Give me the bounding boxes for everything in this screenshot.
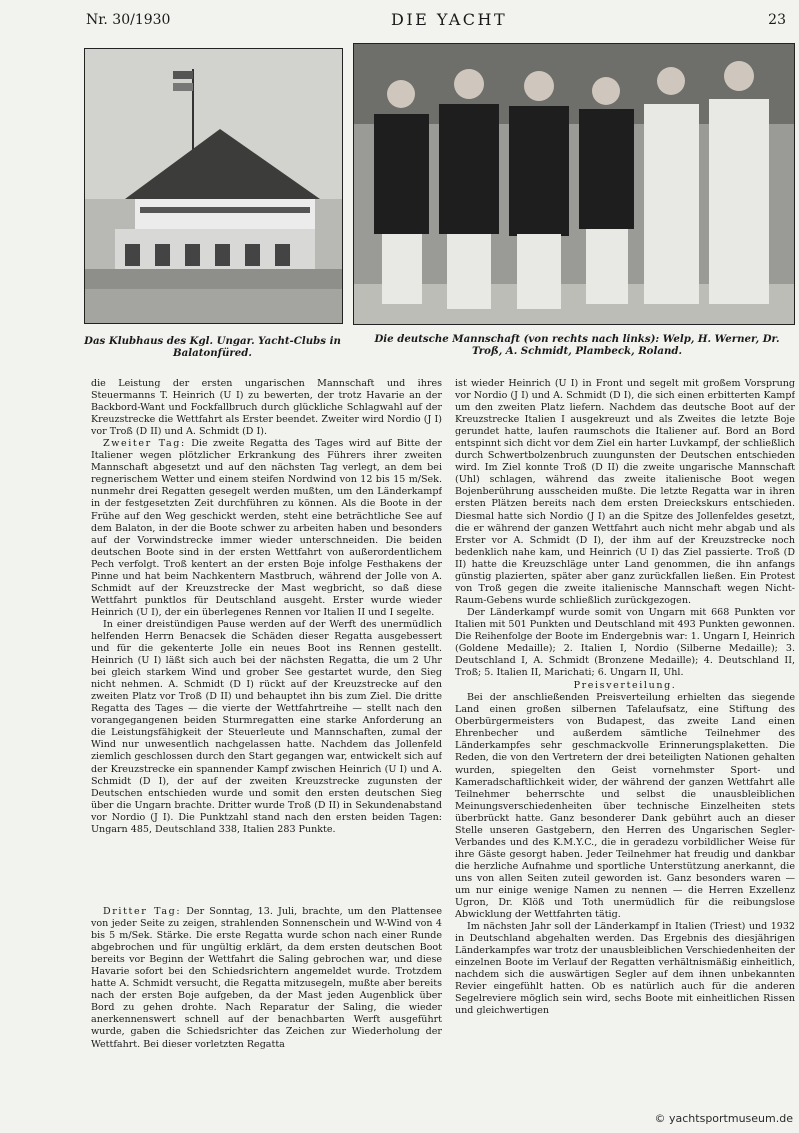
copyright-watermark: © yachtsportmuseum.de	[654, 1112, 793, 1125]
paragraph: Bei der anschließenden Preisverteilung erhielten das siegende Land einen großen silbernen Tafelaufsatz, eine Stiftung des Oberbürgermeisters von Budapest, das zweite Land einen Ehrenbecher und außerdem sämtliche Teilnehmer des Länderkampfes sehr geschmackvolle Erinnerungsplaketten. Die Reden, die von den Vertretern der drei beteiligten Nationen gehalten wurden, spiegelten den Geist vornehmster Sport- und Kameradschaftlichkeit wider, der während der ganzen Wettfahrt alle Teilnehmer beherrschte und selbst die unausbleiblichen Meinungsverschiedenheiten über technische Einzelheiten stets überbrückt hatte. Ganz besonderer Dank gebührt auch an dieser Stelle unseren Gastgebern, den Herren des Ungarischen Segler-Verbandes und des K.M.Y.C., die in geradezu vorbildlicher Weise für ihre Gäste gesorgt haben. Jeder Teilnehmer hat freudig und dankbar die herzliche Aufnahme und sportliche Unterstützung anerkannt, die uns von allen Seiten zuteil geworden ist. Ganz besonders waren — um nur einige wenige Namen zu nennen — die Herren Exzellenz Ugron, Dr. Klöß und Toth unermüdlich für die reibungslose Abwicklung der Wettfahrten tätig.	[455, 692, 795, 921]
paragraph: Dritter Tag: Der Sonntag, 13. Juli, brachte, um den Plattensee von jeder Seite zu zeigen, strahlenden Sonnenschein und W-Wind von 4 bis 5 m/Sek. Stärke. Die erste Regatta wurde schon nach einer Runde abgebrochen und für ungültig erklärt, da dem ersten deutschen Boot bereits vor Beginn der Wettfahrt die Saling gebrochen war, und diese Havarie sofort bei den Schiedsrichtern angemeldet wurde. Trotzdem hatte A. Schmidt versucht, die Regatta mitzusegeln, mußte aber bereits nach der ersten Boje aufgeben, da der Mast jeden Augenblick über Bord zu gehen drohte. Nach Reparatur der Saling, die wieder anerkennenswert schnell auf der benachbarten Werft ausgeführt wurde, gaben die Schiedsrichter das Zeichen zur Wiederholung der Wettfahrt. Bei dieser vorletzten Regatta	[91, 906, 442, 1050]
page-number: 23	[768, 12, 786, 28]
section-lead: Dritter Tag:	[103, 906, 182, 917]
paragraph: die Leistung der ersten ungarischen Mannschaft und ihres Steuermanns T. Heinrich (U I) zu bewerten, der trotz Havarie an der Backbord-Want und Fockfallbruch durch glückliche Schlagwahl auf der Kreuzstrecke die Wettfahrt als Erster beendet. Zweiter wird Nordio (J I) vor Troß (D II) und A. Schmidt (D I).	[91, 378, 442, 438]
section-lead: Zweiter Tag:	[103, 438, 186, 450]
magazine-title: DIE YACHT	[391, 10, 508, 29]
article-column-left-lower	[91, 906, 442, 1116]
issue-number: Nr. 30/1930	[86, 12, 171, 28]
team-photo	[353, 43, 795, 325]
clubhouse-photo	[84, 48, 343, 324]
team-image	[354, 44, 794, 324]
page-header	[86, 12, 786, 36]
paragraph: In einer dreistündigen Pause werden auf der Werft des unermüdlich helfenden Herrn Benacsek die Schäden dieser Regatta ausgebessert und für die gekenterte Jolle ein neues Boot ins Rennen gestellt. Heinrich (U I) läßt sich auch bei der nächsten Regatta, die um 2 Uhr bei gleich starkem Wind und grober See gestartet wurde, den Sieg nicht nehmen. A. Schmidt (D I) rückt auf der Kreuzstrecke auf den zweiten Platz vor Troß (D II) und behauptet ihn bis zum Ziel. Die dritte Regatta des Tages — die vierte der Wettfahrtreihe — stellt nach den vorangegangenen beiden Sturmregatten eine starke Anforderung an die Leistungsfähigkeit der Steuerleute und Mannschaften, zumal der Wind nur unwesentlich nachgelassen hatte. Nachdem das Jollenfeld ziemlich geschlossen durch den Start gegangen war, entwickelt sich auf der Kreuzstrecke ein spannender Kampf zwischen Heinrich (U I) und A. Schmidt (D I), der auf der zweiten Kreuzstrecke zugunsten der Deutschen entschieden wurde und somit den ersten deutschen Sieg über die Ungarn brachte. Dritter wurde Troß (D II) in Sekundenabstand vor Nordio (J I). Die Punktzahl stand nach den ersten beiden Tagen: Ungarn 485, Deutschland 338, Italien 283 Punkte.	[91, 618, 442, 835]
team-caption: Die deutsche Mannschaft (von rechts nach links): Welp, H. Werner, Dr. Troß, A. Schmidt, Plambeck, Roland.	[374, 333, 780, 357]
clubhouse-caption: Das Klubhaus des Kgl. Ungar. Yacht-Clubs in Balatonfüred.	[84, 335, 341, 359]
paragraph: ist wieder Heinrich (U I) in Front und segelt mit großem Vorsprung vor Nordio (J I) und A. Schmidt (D I), die sich einen erbitterten Kampf um den zweiten Platz liefern. Nachdem das deutsche Boot auf der Kreuzstrecke Italien I ausgekreuzt und als Zweites die letzte Boje gerundet hatte, laufen raumschots die Italiener auf. Bord an Bord entspinnt sich dicht vor dem Ziel ein harter Luvkampf, der schließlich durch Schwertbolzenbruch zuungunsten der Deutschen entschieden wird. Im Ziel konnte Troß (D II) die zweite ungarische Mannschaft (Uhl) schlagen, während das zweite italienische Boot wegen Bojenberührung ausscheiden mußte. Die letzte Regatta war in ihren ersten Plätzen bereits nach dem ersten Dreieckskurs entschieden. Diesmal hatte sich Nordio (J I) an die Spitze des Jollenfeldes gesetzt, die er während der ganzen Wettfahrt auch nicht mehr abgab und als Erster vor A. Schmidt (D I), der ihm auf der Kreuzstrecke noch bedenklich nahe kam, und Heinrich (U I) das Ziel passierte. Troß (D II) hatte die Kreuzschläge unter Land genommen, die ihn anfangs günstig plazierten, später aber ganz zurückfallen ließen. Ein Protest von Troß gegen die zweite italienische Mannschaft wegen Nicht-Raum-Gebens wurde schließlich zurückgezogen.	[455, 378, 795, 606]
clubhouse-image	[85, 49, 342, 323]
paragraph: Zweiter Tag: Die zweite Regatta des Tages wird auf Bitte der Italiener wegen plötzlicher Erkrankung des Führers ihrer zweiten Mannschaft abgesetzt und auf den nächsten Tag verlegt, an dem bei regnerischem Wetter und einem steifen Nordwind von 12 bis 15 m/Sek. nunmehr drei Regatten gesegelt werden mußten, um den Länderkampf in der festgesetzten Zeit durchführen zu können. Als die Boote in der Frühe auf den Weg geschickt werden, steht eine beträchtliche See auf dem Balaton, in der die Boote schwer zu arbeiten haben und besonders auf der Vorwindstrecke immer wieder unterschneiden. Die beiden deutschen Boote sind in der ersten Wettfahrt von außerordentlichem Pech verfolgt. Troß kentert an der ersten Boje infolge Festhakens der Pinne und hat beim Nachkentern Mastbruch, während der Jolle von A. Schmidt auf der Kreuzstrecke der Mast wegbricht, so daß diese Wettfahrt punktlos für Deutschland ausgeht. Erster wurde wieder Heinrich (U I), der ein überlegenes Rennen vor Italien II und I segelte.	[91, 438, 442, 618]
paragraph: Im nächsten Jahr soll der Länderkampf in Italien (Triest) und 1932 in Deutschland abgehalten werden. Das Ergebnis des diesjährigen Länderkampfes war trotz der unausbleiblichen Verschiedenheiten der einzelnen Boote im Verlauf der Regatten verhältnismäßig einheitlich, nachdem sich die auswärtigen Segler auf dem ihnen unbekannten Revier eingefühlt hatten. Ob es natürlich auch für die anderen Segelreviere möglich sein wird, sechs Boote mit einheitlichen Rissen und gleichwertigen	[455, 921, 795, 1017]
article-column-right	[455, 378, 795, 1114]
paragraph: Der Länderkampf wurde somit von Ungarn mit 668 Punkten vor Italien mit 501 Punkten und Deutschland mit 493 Punkten gewonnen. Die Reihenfolge der Boote im Endergebnis war: 1. Ungarn I, Heinrich (Goldene Medaille); 2. Italien I, Nordio (Silberne Medaille); 3. Deutschland I, A. Schmidt (Bronzene Medaille); 4. Deutschland II, Troß; 5. Italien II, Marichati; 6. Ungarn II, Uhl.	[455, 606, 795, 679]
article-column-left	[91, 378, 442, 898]
section-heading: Preisverteilung.	[573, 680, 677, 692]
